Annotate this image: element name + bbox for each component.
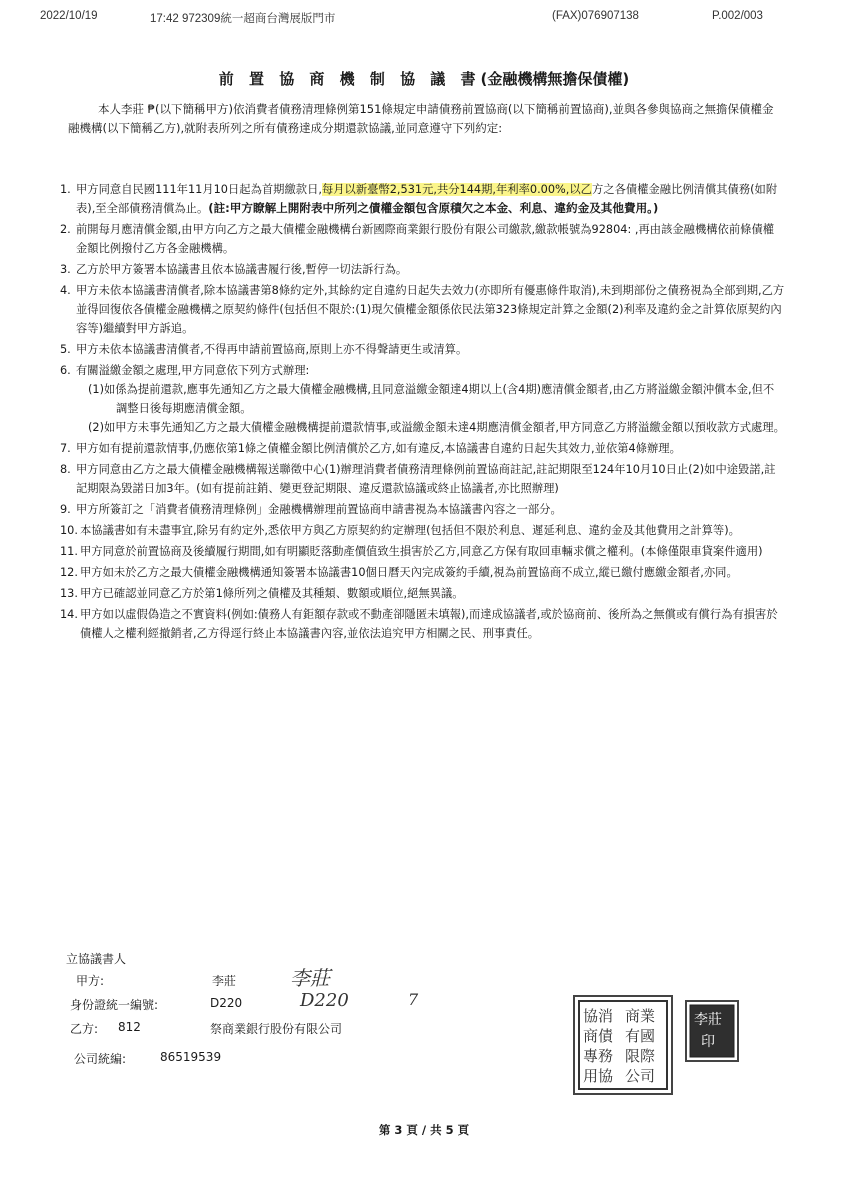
svg-text:限際: 限際: [625, 1047, 656, 1065]
clause-number: 2.: [60, 223, 71, 236]
clause-1: [60, 180, 785, 218]
personal-seal-icon: [687, 1002, 737, 1060]
title-main: 前 置 協 商 機 制 協 議 書: [218, 70, 481, 88]
clause-number: 1.: [60, 183, 71, 196]
party-b-code: 812: [118, 1020, 141, 1034]
clause-text: 甲方同意於前置協商及後續履行期間,如有明顯貶落動產價值致生損害於乙方,同意乙方保有取回車輛求償之權利。(本條僅限車貸案件適用): [80, 545, 763, 558]
svg-text:商債: 商債: [583, 1027, 614, 1045]
clause-text: 前開每月應清償金額,由甲方向乙方之最大債權金融機構台新國際商業銀行股份有限公司繳款,繳款帳號為92804: ,再由該金融機構依前條債權金額比例撥付乙方各金融機構。: [76, 223, 775, 255]
fax-number: (FAX)076907138: [552, 10, 639, 22]
personal-seal-stamp: [685, 1000, 739, 1062]
clause-text: 甲方未依本協議書清償者,除本協議書第8條約定外,其餘約定自違約日起失去效力(亦即所有優惠條件取消),未到期部份之債務視為全部到期,乙方並得回復依各債權金融機構之原契約條件(包括但不限於:(1)現欠債權金額係依民法第323條規定計算之金額(2)利率及違約金之計算依原契約內容等)繼續對甲方訴追。: [76, 284, 785, 335]
clause-text: 有關溢繳金額之處理,甲方同意依下列方式辦理:: [76, 364, 310, 377]
signatories-heading: 立協議書人: [66, 952, 127, 966]
fax-date: 2022/10/19: [40, 10, 98, 22]
bank-seal-icon: [575, 997, 671, 1093]
clause-text: 甲方未依本協議書清償者,不得再申請前置協商,原則上亦不得聲請更生或清算。: [76, 343, 468, 356]
clause-4: [60, 281, 785, 338]
clause-6-sub-1: (1)如係為提前還款,應事先通知乙方之最大債權金融機構,且同意溢繳金額達4期以上(含4期)應清償金額者,由乙方將溢繳金額沖償本金,但不調整日後每期應清償金額。: [88, 383, 775, 415]
bank-seal-stamp: [573, 995, 673, 1095]
clause-3: [60, 260, 785, 279]
clause-number: 7.: [60, 442, 71, 455]
svg-text:專務: 專務: [583, 1047, 614, 1065]
handwritten-digit: 7: [408, 990, 419, 1009]
party-a-name: 李莊: [212, 974, 237, 988]
fax-page: P.002/003: [712, 10, 763, 22]
clause-text: 乙方於甲方簽署本協議書且依本協議書履行後,暫停一切法訴行為。: [76, 263, 408, 276]
party-a-label: 甲方:: [76, 974, 105, 988]
svg-text:李莊: 李莊: [694, 1012, 722, 1028]
company-number-value: 86519539: [160, 1050, 222, 1064]
svg-text:協消: 協消: [583, 1007, 614, 1025]
clause-text: 甲方同意自民國111年11月10日起為首期繳款日,: [76, 183, 322, 196]
clause-number: 14.: [60, 608, 78, 621]
fax-time-sender: 17:42 972309統一超商台灣展版門市: [150, 13, 336, 25]
id-number-label: 身份證統一編號:: [70, 998, 159, 1012]
clause-number: 9.: [60, 503, 71, 516]
clause-6: [60, 361, 785, 437]
clause-note-bold: (註:甲方瞭解上開附表中所列之債權金額包含原積欠之本金、利息、違約金及其他費用。): [208, 201, 659, 215]
svg-text:商業: 商業: [625, 1007, 656, 1025]
clause-13: [60, 584, 785, 603]
clause-11: [60, 542, 785, 561]
highlighted-payment-terms: 每月以新臺幣2,531元,共分144期,年利率0.00%,以乙: [321, 183, 592, 196]
clause-text: 甲方已確認並同意乙方於第1條所列之債權及其種類、數額或順位,絕無異議。: [80, 587, 464, 600]
fax-header: [0, 10, 848, 28]
svg-text:用協: 用協: [583, 1067, 614, 1085]
clause-5: [60, 340, 785, 359]
clause-number: 4.: [60, 284, 71, 297]
handwritten-id: D220: [300, 990, 349, 1011]
svg-text:有國: 有國: [625, 1027, 656, 1045]
clause-12: [60, 563, 785, 582]
svg-text:公司: 公司: [625, 1067, 656, 1085]
handwritten-signature: 李莊: [290, 966, 330, 990]
party-b-name: 祭商業銀行股份有限公司: [210, 1022, 343, 1036]
clause-number: 5.: [60, 343, 71, 356]
id-number-value: D220: [210, 996, 243, 1010]
clause-text: 本協議書如有未盡事宜,除另有約定外,悉依甲方與乙方原契約約定辦理(包括但不限於利息、遲延利息、違約金及其他費用之計算等)。: [80, 524, 740, 537]
intro-paragraph: 本人李莊 ₱(以下簡稱甲方)依消費者債務清理條例第151條規定申請債務前置協商(以下簡稱前置協商),並與各參與協商之無擔保債權金融機構(以下簡稱乙方),就附表所列之所有債務達成分期還款協議,並同意遵守下列約定:: [68, 102, 774, 135]
page-footer: 第 3 頁 / 共 5 頁: [378, 1123, 470, 1137]
clause-9: [60, 500, 785, 519]
clause-number: 11.: [60, 545, 78, 558]
svg-text:印: 印: [701, 1034, 715, 1050]
clause-14: [60, 605, 785, 643]
clause-text: 甲方如以虛假偽造之不實資料(例如:債務人有鉅額存款或不動產卻隱匿未填報),而達成協議者,或於協商前、後所為之無償或有償行為有損害於債權人之權利經撤銷者,乙方得逕行終止本協議書內容,並依法追究甲方相關之民、刑事責任。: [80, 608, 778, 640]
clause-list: [60, 180, 785, 645]
company-number-label: 公司統編:: [74, 1052, 127, 1066]
clause-number: 10.: [60, 524, 78, 537]
party-b-label: 乙方:: [70, 1022, 99, 1036]
clause-2: [60, 220, 785, 258]
clause-number: 12.: [60, 566, 78, 579]
clause-8: [60, 460, 785, 498]
clause-10: [60, 521, 785, 540]
clause-text: 甲方所簽訂之「消費者債務清理條例」金融機構辦理前置協商申請書視為本協議書內容之一部分。: [76, 503, 562, 516]
clause-text: 甲方如未於乙方之最大債權金融機構通知簽署本協議書10個日曆天內完成簽約手續,視為前置協商不成立,縱已繳付應繳金額者,亦同。: [80, 566, 738, 579]
clause-6-sub-2: (2)如甲方未事先通知乙方之最大債權金融機構提前還款情事,或溢繳金額未達4期應清償金額者,甲方同意乙方將溢繳金額以預收款方式處理。: [88, 421, 785, 434]
title-suffix: (金融機構無擔保債權): [480, 70, 630, 88]
clause-number: 3.: [60, 263, 71, 276]
clause-7: [60, 439, 785, 458]
clause-text: 方之各債權金融比例清償其債務(如附表),至全部債務清償為止。: [76, 183, 778, 215]
clause-number: 6.: [60, 364, 71, 377]
document-title: [0, 68, 848, 89]
clause-number: 13.: [60, 587, 78, 600]
clause-text: 甲方如有提前還款情事,仍應依第1條之債權金額比例清償於乙方,如有違反,本協議書自違約日起失其效力,並依第4條辦理。: [76, 442, 681, 455]
clause-number: 8.: [60, 463, 71, 476]
clause-text: 甲方同意由乙方之最大債權金融機構報送聯徵中心(1)辦理消費者債務清理條例前置協商註記,註記期限至124年10月10日止(2)如中途毀諾,註記期限為毀諾日加3年。(如有提前註銷、變更登記期限、違反還款協議或終止協議者,亦比照辦理): [76, 463, 776, 495]
